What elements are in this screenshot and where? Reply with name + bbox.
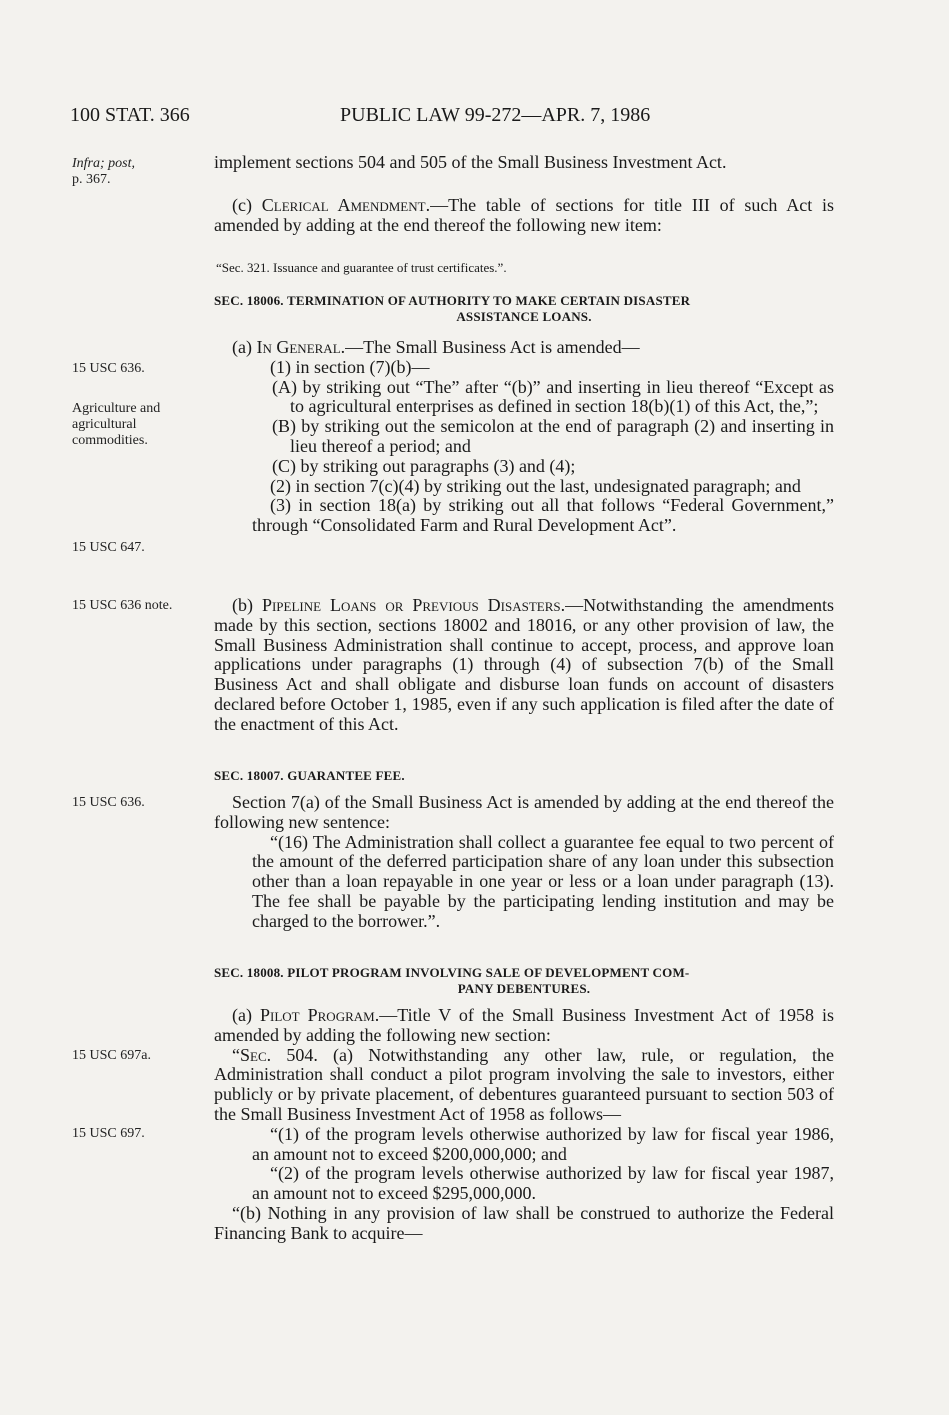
- paragraph-fy1986: “(1) of the program levels otherwise authorized by law for fiscal year 1986, an amount not to exceed $200,000,000; and: [252, 1123, 834, 1164]
- margin-note-agriculture: [72, 401, 207, 449]
- paragraph-item-1C: (C) by striking out paragraphs (3) and (4);: [272, 455, 576, 476]
- section-18008-heading: [214, 965, 834, 997]
- public-law-title: PUBLIC LAW 99-272—APR. 7, 1986: [340, 104, 651, 126]
- paragraph-item-2: (2) in section 7(c)(4) by striking out the last, undesignated paragraph; and: [270, 475, 801, 496]
- paragraph-text: [214, 196, 834, 236]
- clerical-amendment-heading: Clerical Amendment: [261, 195, 426, 215]
- paragraph-rest: .—Title V of the Small Business Investment Act of 1958 is amended by adding the following new section:: [214, 1005, 834, 1045]
- paragraph-pipeline-loans: [214, 596, 834, 735]
- section-18007-heading: SEC. 18007. GUARANTEE FEE.: [214, 768, 405, 783]
- paragraph-item-1A: (A) by striking out “The” after “(b)” and inserting in lieu thereof “Except as to agricultural enterprises as defined in section 18(b)(1) of this Act, the,”;: [272, 376, 834, 417]
- margin-note-infra: [72, 156, 207, 188]
- section-18008-heading-line1: SEC. 18008. PILOT PROGRAM INVOLVING SALE OF DEVELOPMENT COM-: [214, 965, 690, 980]
- margin-note-15usc636-a: 15 USC 636.: [72, 361, 145, 376]
- margin-note-15usc697: 15 USC 697.: [72, 1126, 145, 1141]
- paragraph-lead: (c): [232, 195, 262, 215]
- paragraph-in-general: [214, 338, 834, 536]
- margin-note-infra-line1: Infra; post,: [72, 156, 135, 171]
- paragraph-text: Section 7(a) of the Small Business Act is amended by adding at the end thereof the following new sentence:: [214, 792, 834, 832]
- paragraph-rest: .—The Small Business Act is amended—: [340, 337, 640, 357]
- paragraph-implement: [214, 153, 834, 173]
- paragraph-sec-504: [214, 1046, 834, 1125]
- page-header: [70, 104, 870, 134]
- paragraph-item-1: (1) in section (7)(b)—: [270, 356, 430, 377]
- paragraph-federal-financing-bank: “(b) Nothing in any provision of law shall be construed to authorize the Federal Financing Bank to acquire—: [214, 1202, 834, 1243]
- paragraph-rest: . 504. (a) Notwithstanding any other law, rule, or regulation, the Administration shall conduct a pilot program involving the sale to investors, either publicly or by private placement, of debentures guaranteed pursuant to section 503 of the Small Business Investment Act of 1958 as follows—: [214, 1044, 834, 1124]
- paragraph-text: implement sections 504 and 505 of the Small Business Investment Act.: [214, 152, 727, 172]
- in-general-heading: In General: [256, 337, 341, 357]
- margin-note-agriculture-line1: Agriculture and: [72, 401, 161, 416]
- paragraph-rest: .—Notwithstanding the amendments made by this section, sections 18002 and 18016, or any other provision of law, the Small Business Administration shall continue to accept, process, and approve loan applications under paragraphs (1) through (4) of subsection 7(b) of the Small Business Act and shall obligate and disburse loan funds on account of disasters declared before October 1, 1985, even if any such application is filed after the date of the enactment of this Act.: [214, 595, 834, 734]
- pilot-program-heading: Pilot Program: [260, 1005, 375, 1025]
- paragraph-text: [214, 596, 834, 735]
- section-18006-heading: [214, 293, 834, 325]
- paragraph-lead: (b): [232, 595, 262, 615]
- paragraph-lead: (a): [232, 1005, 260, 1025]
- margin-note-15usc697a: 15 USC 697a.: [72, 1048, 151, 1063]
- paragraph-fy1987: “(2) of the program levels otherwise authorized by law for fiscal year 1987, an amount not to exceed $295,000,000.: [252, 1163, 834, 1204]
- paragraph-item-3: (3) in section 18(a) by striking out all that follows “Federal Government,” through “Consolidated Farm and Rural Development Act”.: [252, 495, 834, 536]
- margin-note-agriculture-line2: agricultural: [72, 417, 137, 432]
- pipeline-loans-heading: Pipeline Loans or Previous Disasters: [261, 595, 561, 615]
- paragraph-guarantee-fee: [214, 793, 834, 932]
- paragraph-lead: (a): [232, 337, 257, 357]
- paragraph-quote-16: “(16) The Administration shall collect a guarantee fee equal to two percent of the amount of the deferred participation share of any loan under this subsection other than a loan repayable in one year or less or a loan under paragraph (13). The fee shall be payable by the participating lending institution and may be charged to the borrower.”.: [252, 831, 834, 931]
- margin-note-15usc636-b: 15 USC 636.: [72, 795, 145, 810]
- section-18006-heading-line1: SEC. 18006. TERMINATION OF AUTHORITY TO MAKE CERTAIN DISASTER: [214, 293, 691, 308]
- statute-page-reference: 100 STAT. 366: [70, 104, 190, 126]
- margin-note-15usc647: 15 USC 647.: [72, 540, 145, 555]
- paragraph-clerical-amendment: [214, 196, 834, 236]
- table-of-sections-item: “Sec. 321. Issuance and guarantee of trust certificates.”.: [216, 260, 507, 275]
- margin-note-agriculture-line3: commodities.: [72, 433, 148, 448]
- paragraph-rest: .—The table of sections for title III of such Act is amended by adding at the end thereof the following new item:: [214, 195, 835, 235]
- margin-note-15usc636-note: 15 USC 636 note.: [72, 598, 173, 613]
- margin-note-infra-line2: p. 367.: [72, 172, 111, 187]
- paragraph-pilot-program: [214, 1006, 834, 1244]
- paragraph-item-1B: (B) by striking out the semicolon at the end of paragraph (2) and inserting in lieu thereof a period; and: [272, 416, 834, 456]
- sec-504-label: Sec: [240, 1044, 267, 1065]
- paragraph-lead: “: [232, 1044, 240, 1065]
- paragraph-text: [214, 1006, 834, 1046]
- section-18008-heading-line2: PANY DEBENTURES.: [457, 981, 591, 996]
- paragraph-text: [214, 338, 834, 358]
- section-18006-heading-line2: ASSISTANCE LOANS.: [456, 309, 592, 324]
